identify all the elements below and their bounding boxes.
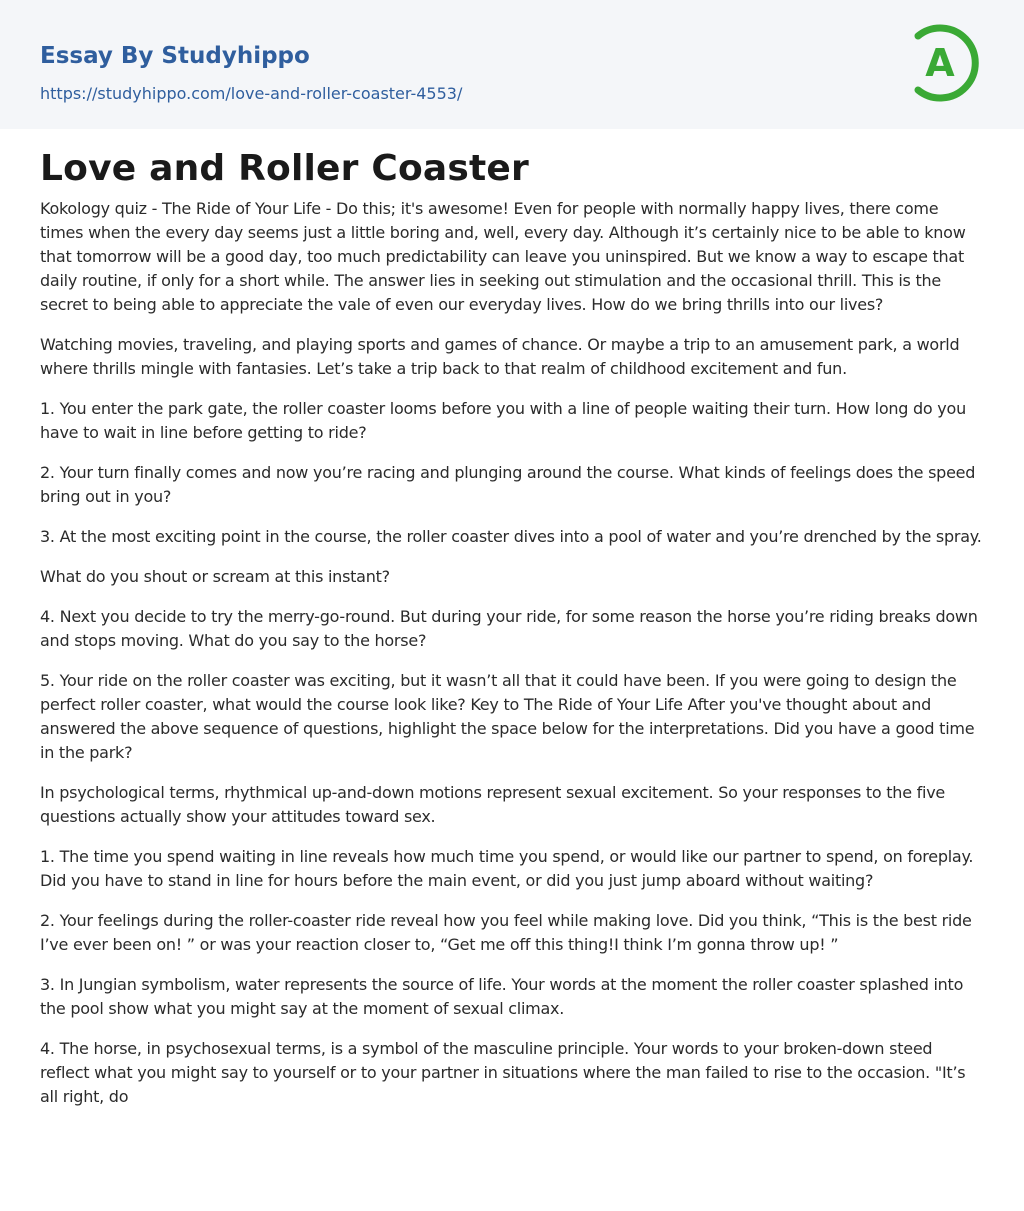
essay-paragraph: Watching movies, traveling, and playing sports and games of chance. Or maybe a trip to an amusement park, a world where thrills mingle with fantasies. Let’s take a trip back to that realm of childhood excitement and fun.: [40, 335, 960, 378]
essay-url-link[interactable]: https://studyhippo.com/love-and-roller-coaster-4553/: [40, 84, 463, 103]
essay-paragraph: 2. Your feelings during the roller-coaster ride reveal how you feel while making love. Did you think, “This is the best ride I’ve ever been on! ” or was your reaction closer to, “Get me off this thing!I think I’m gonna throw up! ”: [40, 911, 972, 954]
essay-content: [0, 129, 1024, 1109]
essay-paragraph: What do you shout or scream at this instant?: [40, 567, 390, 586]
site-brand: Essay By Studyhippo: [40, 43, 310, 69]
studyhippo-logo-icon: [911, 19, 987, 107]
essay-paragraph: 4. Next you decide to try the merry-go-round. But during your ride, for some reason the horse you’re riding breaks down and stops moving. What do you say to the horse?: [40, 607, 978, 650]
essay-title: Love and Roller Coaster: [40, 148, 530, 189]
logo-letter: A: [925, 41, 955, 85]
essay-paragraph: 2. Your turn finally comes and now you’re racing and plunging around the course. What kinds of feelings does the speed bring out in you?: [40, 463, 976, 506]
essay-paragraph: 1. The time you spend waiting in line reveals how much time you spend, or would like our partner to spend, on foreplay. Did you have to stand in line for hours before the main event, or did you just jump aboard without waiting?: [40, 847, 974, 890]
essay-body: [40, 197, 984, 1109]
essay-paragraph: 5. Your ride on the roller coaster was exciting, but it wasn’t all that it could have been. If you were going to design the perfect roller coaster, what would the course look like? Key to The Ride of Your Life After you've thought about and answered the above sequence of questions, highlight the space below for the interpretations. Did you have a good time in the park?: [40, 671, 975, 762]
essay-paragraph: In psychological terms, rhythmical up-and-down motions represent sexual excitement. So your responses to the five questions actually show your attitudes toward sex.: [40, 783, 946, 826]
essay-paragraph: 3. In Jungian symbolism, water represents the source of life. Your words at the moment the roller coaster splashed into the pool show what you might say at the moment of sexual climax.: [40, 975, 964, 1018]
site-header: [0, 0, 1024, 129]
essay-paragraph: 3. At the most exciting point in the course, the roller coaster dives into a pool of water and you’re drenched by the spray.: [40, 527, 982, 546]
essay-paragraph: 1. You enter the park gate, the roller coaster looms before you with a line of people waiting their turn. How long do you have to wait in line before getting to ride?: [40, 399, 966, 442]
essay-paragraph: 4. The horse, in psychosexual terms, is a symbol of the masculine principle. Your words to your broken-down steed reflect what you might say to yourself or to your partner in situations where the man failed to rise to the occasion. "It’s all right, do: [40, 1039, 966, 1106]
essay-paragraph: Kokology quiz - The Ride of Your Life - Do this; it's awesome! Even for people with normally happy lives, there come times when the every day seems just a little boring and, well, every day. Although it’s certainly nice to be able to know that tomorrow will be a good day, too much predictability can leave you uninspired. But we know a way to escape that daily routine, if only for a short while. The answer lies in seeking out stimulation and the occasional thrill. This is the secret to being able to appreciate the vale of even our everyday lives. How do we bring thrills into our lives?: [40, 199, 966, 314]
